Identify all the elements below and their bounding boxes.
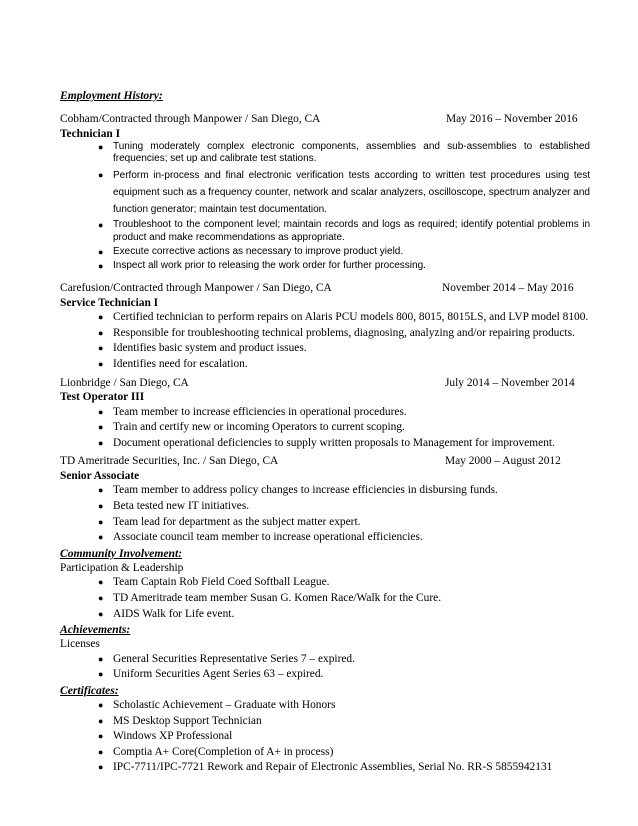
job-title: Service Technician I bbox=[60, 296, 159, 309]
job-company: Cobham/Contracted through Manpower / San Diego, CA bbox=[60, 113, 321, 125]
list-item: ● Execute corrective actions as necessary to improve product yield. bbox=[98, 245, 404, 257]
list-item: ● General Securities Representative Series 7 – expired. bbox=[98, 652, 355, 665]
certificates-bullet-list bbox=[60, 698, 590, 775]
job-title: Test Operator III bbox=[60, 391, 145, 404]
bullet-icon: ● bbox=[98, 246, 104, 257]
list-item: ● Scholastic Achievement – Graduate with Honors bbox=[98, 698, 336, 711]
list-item: ● Team member to address policy changes to increase efficiencies in disbursing funds. bbox=[98, 484, 498, 497]
job-dates: May 2016 – November 2016 bbox=[446, 113, 578, 125]
job-dates: November 2014 – May 2016 bbox=[442, 282, 574, 295]
list-item: ● Team lead for department as the subject matter expert. bbox=[98, 515, 361, 528]
job-header bbox=[60, 112, 590, 127]
list-item: ● Comptia A+ Core(Completion of A+ in process) bbox=[98, 745, 334, 758]
community-involvement-heading: Community Involvement: bbox=[60, 546, 183, 560]
community-label: Participation & Leadership bbox=[60, 561, 184, 574]
job-dates: July 2014 – November 2014 bbox=[445, 376, 575, 389]
job-bullet-list bbox=[60, 310, 590, 371]
job-bullet-list bbox=[60, 405, 590, 451]
bullet-icon: ● bbox=[98, 142, 104, 152]
job-header bbox=[60, 281, 590, 296]
bullet-icon: ● bbox=[98, 762, 104, 773]
list-item: ● Team member to increase efficiencies in operational procedures. bbox=[98, 405, 407, 418]
bullet-icon: ● bbox=[98, 422, 104, 433]
list-item: ● Document operational deficiencies to supply written proposals to Management for improvement. bbox=[98, 436, 555, 449]
bullet-icon: ● bbox=[98, 592, 104, 603]
list-item: ● Tuning moderately complex electronic components, assemblies and sub-assemblies to established frequencies; set up and calibrate test stations. bbox=[98, 141, 590, 165]
job-entry-td-ameritrade bbox=[60, 454, 590, 544]
list-item: ● Identifies basic system and product issues. bbox=[98, 342, 307, 355]
job-bullet-list bbox=[60, 141, 590, 272]
list-item: ● Team Captain Rob Field Coed Softball League. bbox=[98, 576, 330, 589]
bullet-icon: ● bbox=[98, 746, 104, 757]
list-item: ● Inspect all work prior to releasing the work order for further processing. bbox=[98, 260, 426, 272]
list-item: ● Identifies need for escalation. bbox=[98, 358, 248, 370]
job-dates: May 2000 – August 2012 bbox=[445, 455, 561, 468]
bullet-icon: ● bbox=[98, 261, 104, 272]
bullet-icon: ● bbox=[98, 577, 104, 588]
list-item: ● Certified technician to perform repairs on Alaris PCU models 800, 8015, 8015LS, and LVP model 8100. bbox=[98, 311, 589, 324]
bullet-icon: ● bbox=[98, 669, 104, 680]
job-company: Carefusion/Contracted through Manpower / San Diego, CA bbox=[60, 282, 332, 295]
job-entry-carefusion bbox=[60, 281, 590, 371]
job-title: Senior Associate bbox=[60, 469, 140, 482]
job-company: TD Ameritrade Securities, Inc. / San Diego, CA bbox=[60, 455, 279, 468]
list-item: ● Associate council team member to increase operational efficiencies. bbox=[98, 531, 423, 544]
bullet-icon: ● bbox=[98, 170, 104, 181]
bullet-icon: ● bbox=[98, 406, 104, 417]
list-item: ● AIDS Walk for Life event. bbox=[98, 607, 235, 620]
list-item: ● Uniform Securities Agent Series 63 – expired. bbox=[98, 668, 324, 681]
bullet-icon: ● bbox=[98, 437, 104, 448]
bullet-icon: ● bbox=[98, 500, 104, 511]
bullet-icon: ● bbox=[98, 220, 104, 231]
achievements-heading: Achievements: bbox=[60, 623, 131, 637]
job-header bbox=[60, 454, 590, 469]
bullet-icon: ● bbox=[98, 715, 104, 726]
bullet-icon: ● bbox=[98, 343, 104, 354]
list-item: ● TD Ameritrade team member Susan G. Komen Race/Walk for the Cure. bbox=[98, 591, 442, 604]
list-item: ● Responsible for troubleshooting technical problems, diagnosing, analyzing and/or repairing products. bbox=[98, 326, 575, 339]
job-bullet-list bbox=[60, 483, 590, 544]
achievements-bullet-list bbox=[60, 652, 590, 682]
list-item: ● Windows XP Professional bbox=[98, 730, 233, 743]
bullet-icon: ● bbox=[98, 699, 104, 710]
list-item: ● Train and certify new or incoming Operators to current scoping. bbox=[98, 421, 405, 434]
employment-history-heading: Employment History: bbox=[60, 89, 163, 102]
bullet-icon: ● bbox=[98, 608, 104, 619]
bullet-icon: ● bbox=[98, 731, 104, 742]
bullet-icon: ● bbox=[98, 359, 104, 369]
job-company: Lionbridge / San Diego, CA bbox=[60, 376, 189, 389]
job-entry-cobham bbox=[60, 112, 590, 272]
resume-page bbox=[60, 88, 590, 776]
list-item: ● Beta tested new IT initiatives. bbox=[98, 499, 250, 512]
bullet-icon: ● bbox=[98, 312, 104, 323]
certificates-heading: Certificates: bbox=[60, 683, 119, 697]
bullet-icon: ● bbox=[98, 516, 104, 527]
achievements-label: Licenses bbox=[60, 638, 100, 651]
list-item: ● IPC-7711/IPC-7721 Rework and Repair of Electronic Assemblies, Serial No. RR-S 5855942131 bbox=[98, 761, 553, 774]
job-entry-lionbridge bbox=[60, 376, 590, 451]
bullet-icon: ● bbox=[98, 327, 104, 338]
bullet-icon: ● bbox=[98, 532, 104, 543]
job-title: Technician I bbox=[60, 127, 121, 140]
job-header bbox=[60, 376, 590, 391]
community-bullet-list bbox=[60, 575, 590, 621]
bullet-icon: ● bbox=[98, 653, 104, 664]
bullet-icon: ● bbox=[98, 485, 104, 496]
list-item: ● Perform in-process and final electronic verification tests according to written test procedures using test equipment such as a frequency counter, network and scalar analyzers, oscilloscope, spectrum analyzer and function generator; maintain test documentation. bbox=[60, 167, 590, 218]
list-item: ● MS Desktop Support Technician bbox=[98, 714, 262, 727]
list-item: ● Troubleshoot to the component level; maintain records and logs as required; identify potential problems in product and make recommendations as appropriate. bbox=[98, 219, 590, 243]
